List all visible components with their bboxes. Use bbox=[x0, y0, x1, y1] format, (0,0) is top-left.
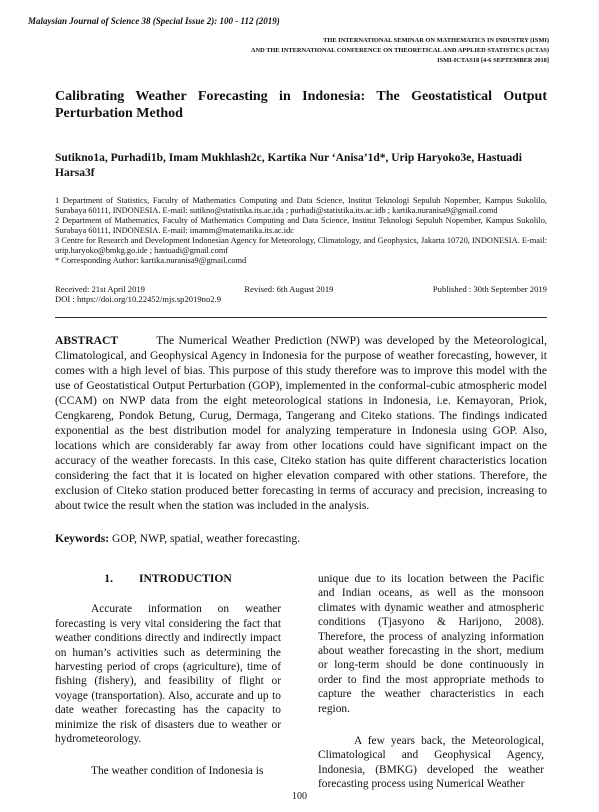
revised-date: Revised: 6th August 2019 bbox=[244, 284, 334, 294]
conference-header bbox=[169, 36, 549, 66]
corresponding-author: * Corresponding Author: kartika.nuranisa9@gmail.comd bbox=[55, 256, 247, 265]
affiliation-3: 3 Centre for Research and Development Indonesian Agency for Meteorology, Climatology, and Geophysics, Jakarta 10720, INDONESIA. E-mail: urip.haryoko@bmkg.go.ide ; hastuadi@gmail.comf bbox=[55, 236, 547, 255]
section-number: 1. bbox=[104, 572, 113, 585]
affiliation-2: 2 Department of Mathematics, Faculty of Mathematics Computing and Data Science, Institut Teknologi Sepuluh Nopember, Kampus Sukolilo, Surabaya 60111, INDONESIA. E-mail: imamm@matematika.its.ac.idc bbox=[55, 216, 547, 235]
paper-title: Calibrating Weather Forecasting in Indonesia: The Geostatistical Output Perturbation Method bbox=[55, 89, 547, 121]
doi-link[interactable]: DOI : https://doi.org/10.22452/mjs.sp2019no2.9 bbox=[55, 294, 221, 304]
intro-paragraph-2-continued: unique due to its location between the Pacific and Indian oceans, as well as the monsoon climates with dynamic weather and atmospheric conditions (Tjasyono & Harijono, 2008). Therefore, the process of analyzing information about weather forecasting in the short, medium or long-term should be done continuously in order to find the most appropriate methods to capture the weather characteristics in each region. bbox=[318, 573, 544, 715]
abstract-label: ABSTRACT bbox=[55, 334, 119, 347]
keywords-text: GOP, NWP, spatial, weather forecasting. bbox=[112, 532, 301, 545]
intro-paragraph-1: Accurate information on weather forecasting is very vital considering the fact that weather conditions directly and indirectly impact on human’s activities such as determining the harvesting period of crops (agriculture), time of fishing (fishery), and feasibility of flight or voyage (transportation). Also, accurate and up to date weather forecasting has the capacity to minimize the risk of disasters due to weather or hydrometeorology. bbox=[55, 603, 281, 746]
journal-citation: Malaysian Journal of Science 38 (Special Issue 2): 100 - 112 (2019) bbox=[28, 16, 280, 26]
received-date: Received: 21st April 2019 bbox=[55, 284, 145, 294]
conference-line-1: THE INTERNATIONAL SEMINAR ON MATHEMATICS IN INDUSTRY (ISMI) bbox=[323, 37, 549, 44]
abstract bbox=[55, 333, 547, 513]
section-title: INTRODUCTION bbox=[138, 572, 232, 585]
conference-line-3: ISMI-ICTAS18 [4-6 SEPTEMBER 2018] bbox=[437, 57, 549, 64]
author-list: Sutikno1a, Purhadi1b, Imam Mukhlash2c, Kartika Nur ‘Anisa’1d*, Urip Haryoko3e, Hastuadi Harsa3f bbox=[55, 152, 522, 179]
keywords-label: Keywords: bbox=[55, 532, 110, 545]
right-column bbox=[318, 572, 544, 792]
left-column bbox=[55, 572, 281, 779]
page-number: 100 bbox=[292, 791, 307, 802]
conference-line-2: AND THE INTERNATIONAL CONFERENCE ON THEORETICAL AND APPLIED STATISTICS (ICTAS) bbox=[250, 47, 549, 54]
intro-paragraph-3: A few years back, the Meteorological, Climatological and Geophysical Agency, Indonesia, (BMKG) developed the weather forecasting process using Numerical Weather bbox=[318, 735, 544, 791]
intro-paragraph-2-start: The weather condition of Indonesia is bbox=[91, 765, 264, 778]
abstract-text: The Numerical Weather Prediction (NWP) was developed by the Meteorological, Climatological, and Geophysical Agency in Indonesia for the purpose of weather forecasting, however, it comes with a high level of bias. This purpose of this study therefore was to improve this model with the use of Geostatistical Output Perturbation (GOP), implemented in the conformal-cubic atmospheric model (CCAM) on NWP data from the eight meteorological stations in Indonesia, i.e. Kemayoran, Priok, Cengkareng, Pondok Betung, Curug, Dermaga, Tangerang and Citeko stations. The findings indicated exponential as the best distribution model for analyzing temperature in Indonesia using GOP. Also, locations which are considerably far away from other locations could have significant impact on the accuracy of the weather forecasts. In this case, Citeko station has quite different characteristics location considering the fact that it is located on higher elevation compared with other stations. Therefore, the exclusion of Citeko station produced better forecasting in terms of accuracy and precision, increasing to about twice the result when the station was included in the analysis. bbox=[55, 334, 547, 512]
published-date: Published : 30th September 2019 bbox=[432, 284, 547, 294]
keywords bbox=[55, 532, 547, 546]
publication-dates bbox=[55, 284, 547, 304]
affiliation-1: 1 Department of Statistics, Faculty of Mathematics Computing and Data Science, Institut Teknologi Sepuluh Nopember, Kampus Sukolilo, Surabaya 60111, INDONESIA. E-mail: sutikno@statistika.its.ac.ida ; purhadi@statistika.its.ac.idb ; kartika.nuranisa9@gmail.comd bbox=[55, 196, 547, 215]
affiliations bbox=[55, 196, 547, 266]
section-heading bbox=[55, 572, 281, 586]
divider-line bbox=[55, 317, 547, 318]
